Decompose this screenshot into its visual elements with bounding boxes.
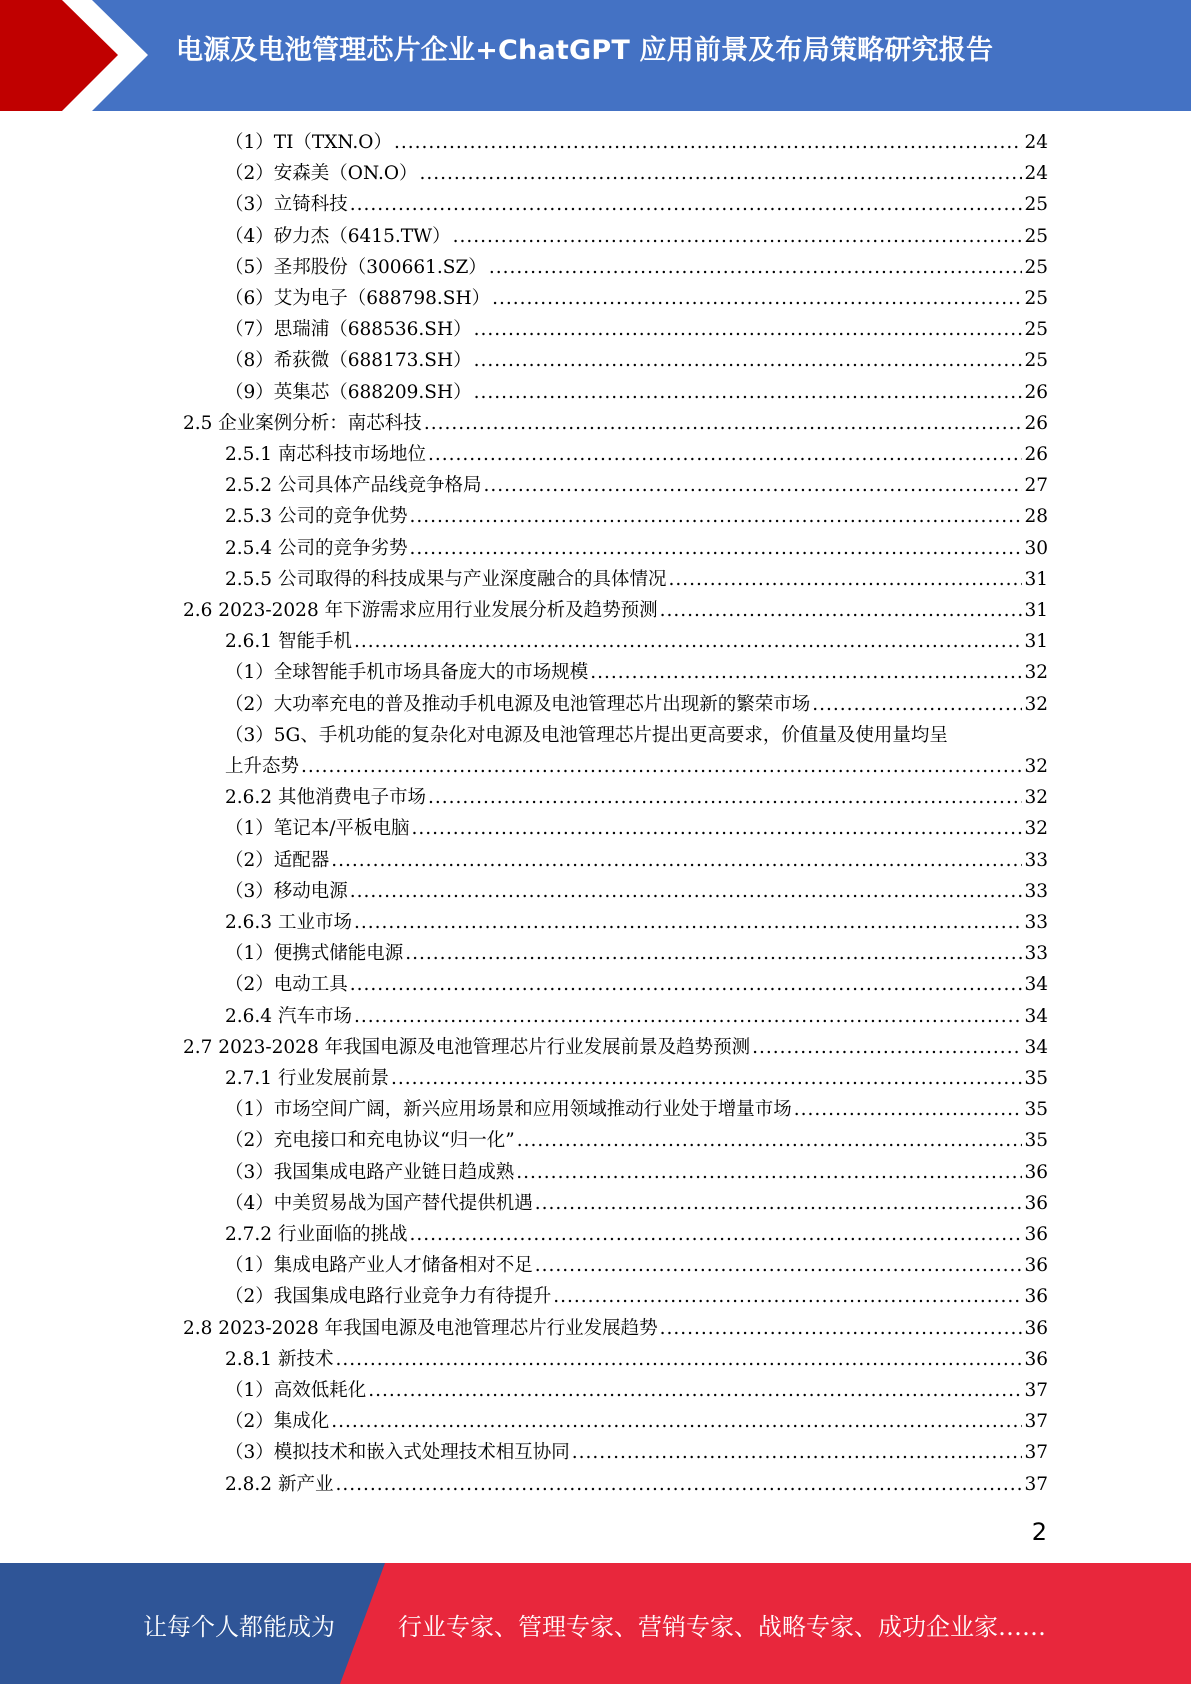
- toc-dot-leader: [368, 1375, 1022, 1406]
- toc-page-number: 25: [1024, 225, 1048, 247]
- toc-entry[interactable]: [225, 1344, 1048, 1375]
- toc-dot-leader: [409, 1219, 1022, 1250]
- toc-dot-leader: [489, 252, 1023, 283]
- toc-entry[interactable]: [225, 1469, 1048, 1500]
- toc-entry[interactable]: [225, 470, 1048, 501]
- toc-entry-text: 2.5.4 公司的竞争劣势: [225, 537, 408, 559]
- toc-entry-text: （3）移动电源: [225, 880, 348, 902]
- toc-entry-text-continued: 上升态势: [225, 755, 300, 777]
- toc-entry[interactable]: [183, 595, 1048, 626]
- toc-entry[interactable]: [225, 1188, 1048, 1219]
- toc-entry-text: 2.5.1 南芯科技市场地位: [225, 444, 426, 465]
- toc-entry[interactable]: [225, 314, 1048, 345]
- toc-dot-leader: [752, 1032, 1022, 1063]
- toc-entry-text: （1）集成电路产业人才储备相对不足: [225, 1255, 533, 1277]
- toc-dot-leader: [428, 439, 1022, 470]
- toc-dot-leader: [354, 1001, 1023, 1032]
- toc-entry[interactable]: [225, 626, 1048, 657]
- toc-page-number: 37: [1024, 1442, 1048, 1464]
- toc-entry[interactable]: [225, 1406, 1048, 1437]
- report-title: 电源及电池管理芯片企业+ChatGPT 应用前景及布局策略研究报告: [176, 35, 994, 66]
- toc-page-number: 35: [1024, 1099, 1048, 1121]
- toc-page-number: 24: [1024, 163, 1048, 185]
- toc-entry-text: （1）市场空间广阔，新兴应用场景和应用领域推动行业处于增量市场: [225, 1099, 792, 1121]
- toc-page-number: 26: [1024, 444, 1048, 465]
- toc-entry[interactable]: [225, 813, 1048, 844]
- toc-dot-leader: [453, 221, 1023, 252]
- toc-page-number: 32: [1024, 787, 1048, 809]
- toc-dot-leader: [331, 1406, 1022, 1437]
- toc-entry[interactable]: [225, 845, 1048, 876]
- toc-page-number: 25: [1024, 319, 1048, 341]
- toc-entry-text: （1）TI（TXN.O）: [225, 132, 392, 153]
- toc-dot-leader: [516, 1157, 1022, 1188]
- toc-entry-text: 2.5.3 公司的竞争优势: [225, 506, 408, 528]
- toc-dot-leader: [331, 845, 1022, 876]
- toc-page-number: 35: [1024, 1068, 1048, 1089]
- toc-page-number: 31: [1024, 600, 1048, 621]
- toc-entry-text: 2.5 企业案例分析：南芯科技: [183, 412, 422, 434]
- toc-entry-text: 2.7 2023-2028 年我国电源及电池管理芯片行业发展前景及趋势预测: [183, 1036, 751, 1058]
- toc-dot-leader: [354, 907, 1023, 938]
- toc-dot-leader: [391, 1063, 1022, 1094]
- toc-dot-leader: [794, 1094, 1023, 1125]
- toc-entry[interactable]: [225, 907, 1048, 938]
- toc-entry[interactable]: [183, 1032, 1048, 1063]
- toc-entry-text: （1）高效低耗化: [225, 1380, 367, 1401]
- toc-page-number: 33: [1024, 912, 1048, 933]
- toc-entry[interactable]: [183, 408, 1048, 439]
- toc-entry-text: （2）集成化: [225, 1411, 330, 1433]
- toc-dot-leader: [590, 657, 1022, 688]
- toc-entry-text: 2.6.3 工业市场: [225, 912, 352, 933]
- toc-entry[interactable]: [225, 1250, 1048, 1281]
- toc-entry[interactable]: [225, 1219, 1048, 1250]
- page-number: 2: [1031, 1518, 1047, 1546]
- toc-dot-leader: [350, 876, 1023, 907]
- toc-entry[interactable]: [225, 127, 1048, 158]
- toc-dot-leader: [412, 813, 1023, 844]
- toc-entry-text: 2.6 2023-2028 年下游需求应用行业发展分析及趋势预测: [183, 600, 658, 621]
- toc-page-number: 37: [1024, 1473, 1048, 1495]
- toc-entry-text: 2.7.1 行业发展前景: [225, 1068, 389, 1089]
- toc-page-number: 33: [1024, 849, 1048, 871]
- toc-entry-text: 2.7.2 行业面临的挑战: [225, 1224, 408, 1245]
- toc-entry-text: 2.5.5 公司取得的科技成果与产业深度融合的具体情况: [225, 568, 667, 590]
- toc-page-number: 25: [1024, 350, 1048, 372]
- toc-entry[interactable]: [225, 689, 1048, 720]
- toc-page-number: 26: [1024, 412, 1048, 434]
- toc-page-number: 33: [1024, 943, 1048, 965]
- toc-page-number: 36: [1024, 1348, 1048, 1370]
- toc-entry-text: （1）笔记本/平板电脑: [225, 818, 410, 840]
- toc-entry-text: （2）适配器: [225, 849, 330, 871]
- toc-dot-leader: [428, 782, 1022, 813]
- toc-entry-text: 2.6.2 其他消费电子市场: [225, 787, 426, 809]
- toc-dot-leader: [350, 969, 1023, 1000]
- toc-entry-text: （2）电动工具: [225, 974, 348, 996]
- toc-page-number: 24: [1024, 132, 1048, 153]
- toc-entry[interactable]: [225, 1157, 1048, 1188]
- toc-entry[interactable]: [225, 657, 1048, 688]
- toc-entry-text: （7）思瑞浦（688536.SH）: [225, 319, 472, 341]
- toc-page-number: 36: [1024, 1224, 1048, 1245]
- toc-entry-text: （3）立锜科技: [225, 194, 348, 216]
- toc-entry-text: （4）中美贸易战为国产替代提供机遇: [225, 1192, 533, 1214]
- toc-entry-text: （2）充电接口和充电协议“归一化”: [225, 1130, 515, 1152]
- toc-page-number: 26: [1024, 381, 1048, 403]
- toc-page-number: 33: [1024, 880, 1048, 902]
- toc-dot-leader: [301, 751, 1022, 782]
- toc-entry-text: 2.8.1 新技术: [225, 1348, 334, 1370]
- toc-dot-leader: [420, 158, 1023, 189]
- toc-page-number: 36: [1024, 1255, 1048, 1277]
- toc-entry[interactable]: [225, 345, 1048, 376]
- toc-dot-leader: [405, 938, 1022, 969]
- toc-dot-leader: [335, 1344, 1022, 1375]
- toc-entry[interactable]: [225, 533, 1048, 564]
- toc-entry[interactable]: [225, 1437, 1048, 1468]
- toc-entry-text: 2.5.2 公司具体产品线竞争格局: [225, 475, 482, 497]
- toc-entry[interactable]: [225, 969, 1048, 1000]
- footer-slogan: 让每个人都能成为: [143, 1613, 335, 1641]
- toc-entry[interactable]: [225, 1094, 1048, 1125]
- toc-entry[interactable]: [225, 158, 1048, 189]
- toc-entry-text: （1）便携式储能电源: [225, 943, 404, 965]
- toc-dot-leader: [517, 1125, 1023, 1156]
- toc-entry[interactable]: [225, 1001, 1048, 1032]
- toc-entry-text: （2）大功率充电的普及推动手机电源及电池管理芯片出现新的繁荣市场: [225, 693, 811, 715]
- toc-entry-text: （2）安森美（ON.O）: [225, 163, 418, 185]
- toc-page-number: 25: [1024, 288, 1048, 309]
- toc-dot-leader: [483, 470, 1022, 501]
- toc-dot-leader: [535, 1188, 1023, 1219]
- toc-page-number: 32: [1024, 818, 1048, 840]
- toc-dot-leader: [474, 377, 1023, 408]
- toc-dot-leader: [350, 189, 1023, 220]
- toc-page-number: 37: [1024, 1380, 1048, 1401]
- toc-page-number: 25: [1024, 194, 1048, 216]
- toc-entry-text: （4）矽力杰（6415.TW）: [225, 225, 451, 247]
- toc-dot-leader: [474, 314, 1023, 345]
- toc-entry[interactable]: [225, 189, 1048, 220]
- report-footer: [0, 1563, 1191, 1684]
- toc-entry[interactable]: [225, 221, 1048, 252]
- toc-entry-text: （3）我国集成电路产业链日趋成熟: [225, 1161, 515, 1183]
- toc-entry[interactable]: [225, 283, 1048, 314]
- toc-entry-text: （9）英集芯（688209.SH）: [225, 381, 472, 403]
- toc-page-number: 35: [1024, 1130, 1048, 1152]
- toc-page-number: 32: [1024, 693, 1048, 715]
- toc-dot-leader: [424, 408, 1023, 439]
- toc-page-number: 37: [1024, 1411, 1048, 1433]
- toc-dot-leader: [335, 1469, 1022, 1500]
- toc-page-number: 31: [1024, 631, 1048, 653]
- toc-page-number: 36: [1024, 1286, 1048, 1308]
- toc-entry[interactable]: [225, 252, 1048, 283]
- toc-page-number: 34: [1024, 1005, 1048, 1027]
- toc-dot-leader: [409, 533, 1022, 564]
- toc-entry[interactable]: [183, 1313, 1048, 1344]
- toc-page-number: 28: [1024, 506, 1048, 528]
- toc-dot-leader: [492, 283, 1022, 314]
- toc-entry[interactable]: [225, 720, 1048, 782]
- toc-entry-text: （2）我国集成电路行业竞争力有待提升: [225, 1286, 552, 1308]
- toc-page-number: 34: [1024, 1036, 1048, 1058]
- toc-entry-text: 2.6.4 汽车市场: [225, 1005, 352, 1027]
- toc-entry[interactable]: [225, 782, 1048, 813]
- toc-entry[interactable]: [225, 938, 1048, 969]
- toc-dot-leader: [409, 501, 1022, 532]
- toc-page-number: 36: [1024, 1317, 1048, 1339]
- toc-entry-text: （8）希荻微（688173.SH）: [225, 350, 472, 372]
- report-header: [0, 0, 1191, 111]
- toc-entry[interactable]: [225, 564, 1048, 595]
- toc-entry-text: （3）模拟技术和嵌入式处理技术相互协同: [225, 1442, 570, 1464]
- toc-entry-text: （1）全球智能手机市场具备庞大的市场规模: [225, 662, 589, 684]
- footer-roles: 行业专家、管理专家、营销专家、战略专家、成功企业家……: [398, 1613, 1046, 1641]
- toc-dot-leader: [660, 595, 1023, 626]
- toc-dot-leader: [535, 1250, 1023, 1281]
- toc-entry[interactable]: [225, 876, 1048, 907]
- toc-page-number: 30: [1024, 537, 1048, 559]
- toc-page-number: 36: [1024, 1161, 1048, 1183]
- toc-page-number: 25: [1024, 256, 1048, 278]
- toc-dot-leader: [394, 127, 1022, 158]
- toc-dot-leader: [660, 1313, 1023, 1344]
- toc-entry-text: 2.8.2 新产业: [225, 1473, 334, 1495]
- toc-entry[interactable]: [225, 501, 1048, 532]
- toc-entry-text: 2.8 2023-2028 年我国电源及电池管理芯片行业发展趋势: [183, 1317, 658, 1339]
- toc-page-number: 31: [1024, 568, 1048, 590]
- toc-page-number: 34: [1024, 974, 1048, 996]
- toc-dot-leader: [354, 626, 1023, 657]
- toc-entry[interactable]: [225, 1281, 1048, 1312]
- toc-page-number: 32: [1024, 662, 1048, 684]
- toc-entry[interactable]: [225, 1063, 1048, 1094]
- toc-entry[interactable]: [225, 439, 1048, 470]
- toc-page-number: 32: [1024, 755, 1048, 777]
- toc-dot-leader: [668, 564, 1022, 595]
- toc-entry-text: （3）5G、手机功能的复杂化对电源及电池管理芯片提出更高要求，价值量及使用量均呈: [225, 724, 948, 746]
- toc-entry-text: 2.6.1 智能手机: [225, 631, 352, 653]
- toc-entry[interactable]: [225, 377, 1048, 408]
- toc-page-number: 36: [1024, 1192, 1048, 1214]
- toc-entry[interactable]: [225, 1375, 1048, 1406]
- toc-dot-leader: [572, 1437, 1023, 1468]
- toc-dot-leader: [474, 345, 1023, 376]
- toc-dot-leader: [553, 1281, 1022, 1312]
- toc-entry[interactable]: [225, 1125, 1048, 1156]
- toc-page-number: 27: [1024, 475, 1048, 497]
- toc-entry-text: （5）圣邦股份（300661.SZ）: [225, 256, 487, 278]
- toc-entry-text: （6）艾为电子（688798.SH）: [225, 288, 491, 309]
- toc-dot-leader: [812, 689, 1022, 720]
